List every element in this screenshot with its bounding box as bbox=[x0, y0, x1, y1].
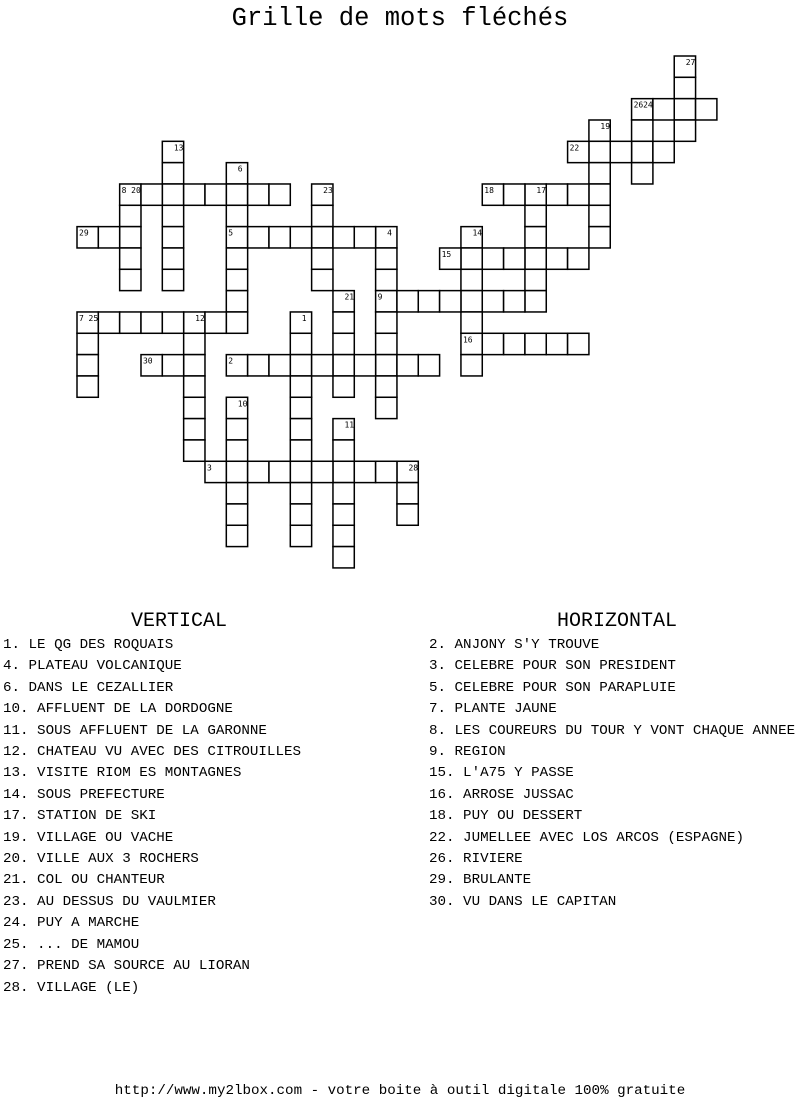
horizontal-clue-number: 2 bbox=[228, 356, 234, 366]
grid-cell bbox=[162, 163, 183, 184]
grid-cell bbox=[440, 291, 461, 312]
grid-cell bbox=[162, 312, 183, 333]
horizontal-clue-number: 29 bbox=[79, 228, 89, 238]
grid-cell bbox=[184, 440, 205, 461]
horizontal-clue-number: 26 bbox=[633, 100, 644, 110]
horizontal-clue-number: 16 bbox=[462, 335, 473, 345]
grid-cell bbox=[354, 461, 375, 482]
vertical-clue-number: 10 bbox=[237, 399, 248, 409]
horizontal-clue: 22. JUMELLEE AVEC LOS ARCOS (ESPAGNE) bbox=[429, 829, 745, 846]
grid-cell bbox=[376, 355, 397, 376]
horizontal-clue: 18. PUY OU DESSERT bbox=[429, 808, 583, 825]
vertical-clue: 11. SOUS AFFLUENT DE LA GARONNE bbox=[3, 722, 267, 739]
vertical-clue-number: 28 bbox=[408, 463, 419, 473]
vertical-clue: 21. COL OU CHANTEUR bbox=[3, 872, 165, 889]
horizontal-clue: 16. ARROSE JUSSAC bbox=[429, 786, 574, 803]
vertical-clue: 1. LE QG DES ROQUAIS bbox=[3, 637, 174, 653]
grid-cell bbox=[525, 227, 546, 248]
grid-cell bbox=[589, 205, 610, 226]
grid-cell bbox=[504, 248, 525, 269]
horizontal-clue-number: 30 bbox=[142, 356, 153, 366]
grid-cell bbox=[333, 483, 354, 504]
grid-cell bbox=[226, 184, 247, 205]
grid-cell bbox=[290, 504, 311, 525]
horizontal-clue-number: 7 bbox=[79, 313, 84, 323]
grid-cell bbox=[184, 376, 205, 397]
horizontal-clue: 9. REGION bbox=[429, 744, 506, 761]
vertical-clue: 14. SOUS PREFECTURE bbox=[3, 786, 165, 803]
grid-cell bbox=[546, 248, 567, 269]
grid-cell bbox=[184, 355, 205, 376]
vertical-clue: 24. PUY A MARCHE bbox=[3, 915, 140, 932]
grid-cell bbox=[397, 504, 418, 525]
grid-cell bbox=[461, 312, 482, 333]
grid-cell bbox=[226, 419, 247, 440]
horizontal-clue-number: 15 bbox=[441, 249, 452, 259]
grid-cell bbox=[290, 461, 311, 482]
grid-cell bbox=[120, 248, 141, 269]
vertical-clue: 17. STATION DE SKI bbox=[3, 808, 157, 825]
grid-cell bbox=[525, 291, 546, 312]
grid-cell bbox=[226, 525, 247, 546]
vertical-clue-number: 24 bbox=[643, 100, 653, 110]
grid-cell bbox=[653, 141, 674, 162]
grid-cell bbox=[418, 355, 439, 376]
grid-cell bbox=[77, 376, 98, 397]
grid-cell bbox=[568, 184, 589, 205]
grid-cells bbox=[77, 56, 717, 568]
grid-cell bbox=[333, 461, 354, 482]
grid-cell bbox=[525, 269, 546, 290]
grid-cell bbox=[141, 184, 162, 205]
grid-cell bbox=[248, 355, 269, 376]
grid-cell bbox=[290, 355, 311, 376]
grid-cell bbox=[98, 227, 119, 248]
vertical-clue: 4. PLATEAU VOLCANIQUE bbox=[3, 658, 182, 675]
grid-cell bbox=[120, 227, 141, 248]
grid-cell bbox=[461, 291, 482, 312]
vertical-clue-number: 23 bbox=[323, 185, 333, 195]
grid-cell bbox=[376, 333, 397, 354]
grid-cell bbox=[482, 248, 503, 269]
vertical-clue-number: 1 bbox=[301, 313, 307, 323]
grid-cell bbox=[312, 461, 333, 482]
horizontal-clue-number: 18 bbox=[484, 185, 494, 195]
grid-cell bbox=[333, 525, 354, 546]
grid-cell bbox=[397, 483, 418, 504]
grid-cell bbox=[141, 312, 162, 333]
grid-cell bbox=[525, 205, 546, 226]
grid-cell bbox=[546, 184, 567, 205]
grid-cell bbox=[333, 227, 354, 248]
grid-cell bbox=[226, 483, 247, 504]
vertical-clue-number: 14 bbox=[472, 228, 483, 238]
grid-cell bbox=[312, 227, 333, 248]
vertical-clue-number: 25 bbox=[88, 313, 99, 323]
horizontal-clue: 8. LES COUREURS DU TOUR Y VONT CHAQUE ANNEE bbox=[429, 722, 796, 739]
grid-cell bbox=[226, 291, 247, 312]
horizontal-clue: 15. L'A75 Y PASSE bbox=[429, 765, 574, 782]
horizontal-clue-number: 5 bbox=[228, 228, 234, 238]
horizontal-header: HORIZONTAL bbox=[556, 610, 678, 633]
vertical-clue: 23. AU DESSUS DU VAULMIER bbox=[3, 893, 216, 910]
grid-cell bbox=[120, 205, 141, 226]
vertical-clue-number: 12 bbox=[195, 313, 205, 323]
grid-cell bbox=[162, 248, 183, 269]
grid-cell bbox=[482, 333, 503, 354]
grid-cell bbox=[610, 141, 631, 162]
grid-cell bbox=[589, 163, 610, 184]
grid-cell bbox=[333, 312, 354, 333]
grid-cell bbox=[376, 461, 397, 482]
grid-cell bbox=[269, 461, 290, 482]
grid-cell bbox=[248, 461, 269, 482]
vertical-clue: 19. VILLAGE OU VACHE bbox=[3, 829, 174, 846]
grid-cell bbox=[205, 184, 226, 205]
grid-cell bbox=[184, 333, 205, 354]
grid-cell bbox=[504, 333, 525, 354]
grid-cell bbox=[269, 227, 290, 248]
grid-cell bbox=[632, 163, 653, 184]
vertical-clue-number: 13 bbox=[173, 143, 184, 153]
vertical-clue-number: 11 bbox=[344, 420, 355, 430]
vertical-clue: 27. PREND SA SOURCE AU LIORAN bbox=[3, 958, 250, 975]
grid-cell bbox=[312, 248, 333, 269]
vertical-clue: 25. ... DE MAMOU bbox=[3, 936, 140, 953]
horizontal-clue: 5. CELEBRE POUR SON PARAPLUIE bbox=[429, 679, 676, 696]
grid-cell bbox=[482, 291, 503, 312]
horizontal-clue-list bbox=[429, 635, 795, 913]
grid-cell bbox=[546, 333, 567, 354]
grid-cell bbox=[77, 333, 98, 354]
horizontal-clue: 3. CELEBRE POUR SON PRESIDENT bbox=[429, 658, 676, 675]
vertical-clue-number: 4 bbox=[387, 228, 392, 238]
grid-cell bbox=[376, 269, 397, 290]
grid-cell bbox=[162, 269, 183, 290]
horizontal-clue-number: 22 bbox=[569, 143, 580, 153]
grid-cell bbox=[674, 120, 695, 141]
grid-cell bbox=[376, 248, 397, 269]
horizontal-clue: 26. RIVIERE bbox=[429, 851, 523, 868]
grid-cell bbox=[653, 99, 674, 120]
grid-cell bbox=[376, 397, 397, 418]
grid-cell bbox=[568, 248, 589, 269]
grid-cell bbox=[568, 333, 589, 354]
grid-cell bbox=[226, 461, 247, 482]
grid-cell bbox=[226, 248, 247, 269]
grid-cell bbox=[290, 397, 311, 418]
horizontal-clue: 29. BRULANTE bbox=[429, 872, 532, 889]
grid-cell bbox=[674, 99, 695, 120]
grid-cell bbox=[461, 269, 482, 290]
grid-cell bbox=[226, 312, 247, 333]
grid-cell bbox=[248, 227, 269, 248]
grid-cell bbox=[120, 269, 141, 290]
grid-cell bbox=[77, 355, 98, 376]
horizontal-clue: 30. VU DANS LE CAPITAN bbox=[429, 893, 617, 910]
grid-cell bbox=[312, 355, 333, 376]
grid-cell bbox=[162, 227, 183, 248]
grid-cell bbox=[504, 184, 525, 205]
grid-cell bbox=[632, 141, 653, 162]
vertical-clue-number: 6 bbox=[237, 164, 243, 174]
grid-cell bbox=[333, 547, 354, 568]
grid-cell bbox=[376, 312, 397, 333]
horizontal-clue-number: 3 bbox=[206, 463, 212, 473]
grid-cell bbox=[184, 419, 205, 440]
grid-cell bbox=[696, 99, 717, 120]
vertical-clue: 28. VILLAGE (LE) bbox=[3, 979, 140, 996]
grid-cell bbox=[525, 248, 546, 269]
footer-text: http://www.my2lbox.com - votre boite à outil digitale 100% gratuite bbox=[114, 1083, 686, 1099]
grid-cell bbox=[333, 504, 354, 525]
grid-cell bbox=[461, 355, 482, 376]
vertical-clue: 12. CHATEAU VU AVEC DES CITROUILLES bbox=[3, 744, 301, 761]
grid-cell bbox=[333, 355, 354, 376]
grid-cell bbox=[162, 205, 183, 226]
grid-cell bbox=[184, 184, 205, 205]
grid-cell bbox=[312, 269, 333, 290]
vertical-clue-number: 17 bbox=[536, 185, 547, 195]
grid-cell bbox=[226, 269, 247, 290]
grid-cell bbox=[184, 397, 205, 418]
grid-cell bbox=[269, 355, 290, 376]
grid-cell bbox=[674, 77, 695, 98]
grid-cell bbox=[290, 483, 311, 504]
grid-cell bbox=[504, 291, 525, 312]
grid-cell bbox=[226, 440, 247, 461]
vertical-clue: 20. VILLE AUX 3 ROCHERS bbox=[3, 851, 199, 868]
grid-cell bbox=[397, 355, 418, 376]
grid-cell bbox=[120, 312, 141, 333]
vertical-clue: 13. VISITE RIOM ES MONTAGNES bbox=[3, 765, 242, 782]
grid-cell bbox=[269, 184, 290, 205]
grid-cell bbox=[248, 184, 269, 205]
grid-cell bbox=[312, 205, 333, 226]
grid-cell bbox=[162, 184, 183, 205]
grid-cell bbox=[226, 205, 247, 226]
horizontal-clue-number: 8 bbox=[121, 185, 127, 195]
grid-cell bbox=[290, 333, 311, 354]
vertical-clue-list bbox=[3, 635, 301, 999]
horizontal-clue: 2. ANJONY S'Y TROUVE bbox=[429, 637, 600, 653]
grid-cell bbox=[525, 333, 546, 354]
grid-cell bbox=[333, 333, 354, 354]
grid-cell bbox=[205, 312, 226, 333]
grid-cell bbox=[290, 376, 311, 397]
grid-cell bbox=[333, 376, 354, 397]
grid-cell bbox=[418, 291, 439, 312]
grid-cell bbox=[290, 440, 311, 461]
vertical-clue-number: 27 bbox=[685, 58, 696, 67]
grid-cell bbox=[290, 227, 311, 248]
grid-cell bbox=[589, 227, 610, 248]
vertical-clue-number: 20 bbox=[131, 185, 141, 195]
vertical-clue-number: 19 bbox=[600, 121, 611, 131]
grid-cell bbox=[290, 525, 311, 546]
horizontal-clue: 7. PLANTE JAUNE bbox=[429, 701, 557, 718]
grid-cell bbox=[226, 504, 247, 525]
vertical-header: VERTICAL bbox=[130, 610, 227, 633]
page-title: Grille de mots fléchés bbox=[231, 4, 569, 33]
grid-cell bbox=[632, 120, 653, 141]
grid-cell bbox=[397, 291, 418, 312]
horizontal-clue-number: 9 bbox=[377, 292, 383, 302]
grid-cell bbox=[290, 419, 311, 440]
grid-cell bbox=[589, 184, 610, 205]
grid-cell bbox=[333, 440, 354, 461]
grid-cell bbox=[98, 312, 119, 333]
vertical-clue-number: 21 bbox=[344, 292, 355, 302]
grid-cell bbox=[354, 227, 375, 248]
grid-cell bbox=[461, 248, 482, 269]
vertical-clue: 6. DANS LE CEZALLIER bbox=[3, 679, 174, 696]
vertical-clue: 10. AFFLUENT DE LA DORDOGNE bbox=[3, 701, 233, 718]
grid-cell bbox=[162, 355, 183, 376]
grid-cell bbox=[354, 355, 375, 376]
grid-cell bbox=[589, 141, 610, 162]
grid-cell bbox=[376, 376, 397, 397]
